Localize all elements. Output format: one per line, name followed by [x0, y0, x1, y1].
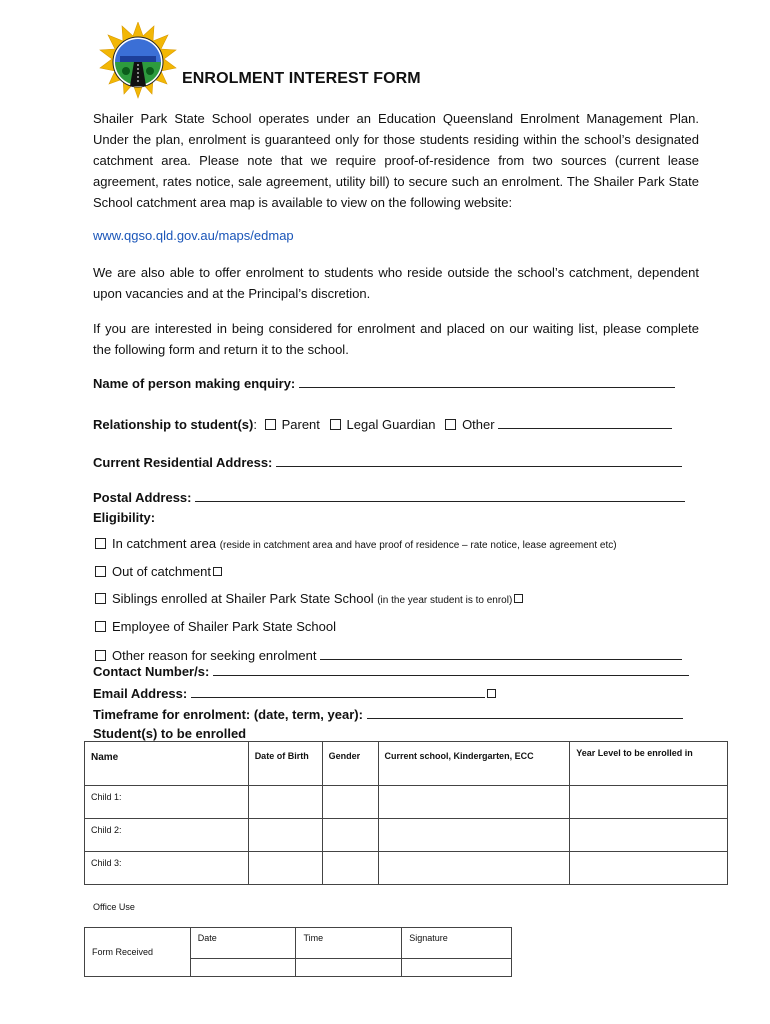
eligibility-siblings — [95, 591, 523, 606]
students-table-header — [85, 742, 728, 786]
in-catchment-note: (reside in catchment area and have proof of residence – rate notice, lease agreement etc) — [219, 540, 617, 551]
child-3-label: Child 3: — [85, 852, 249, 885]
postal-address-row — [93, 489, 685, 505]
timeframe-row — [93, 706, 683, 722]
legal-guardian-checkbox[interactable] — [330, 419, 341, 430]
timeframe-label: Timeframe for enrolment: (date, term, year): — [93, 707, 363, 722]
other-relationship-field[interactable] — [498, 416, 672, 429]
intro-text-2: We are also able to offer enrolment to students who reside outside the school’s catchment, dependent upon vacancies and at the Principal’s discretion. — [93, 265, 699, 301]
siblings-checkbox[interactable] — [95, 593, 106, 604]
students-table — [84, 741, 728, 885]
students-label: Student(s) to be enrolled — [93, 726, 247, 741]
email-box-icon — [487, 689, 496, 698]
residential-address-row — [93, 454, 682, 470]
child-1-dob-cell[interactable] — [248, 786, 322, 819]
intro-paragraph-2 — [93, 262, 699, 304]
employee-checkbox[interactable] — [95, 621, 106, 632]
siblings-box-icon — [514, 594, 523, 603]
timeframe-field[interactable] — [367, 706, 683, 719]
child-3-gender-cell[interactable] — [322, 852, 378, 885]
out-of-catchment-box-icon — [213, 567, 222, 576]
office-header-row — [85, 928, 512, 959]
contact-number-row — [93, 663, 689, 679]
siblings-note: (in the year student is to enrol) — [377, 595, 513, 606]
child-1-label: Child 1: — [85, 786, 249, 819]
child-3-year-cell[interactable] — [570, 852, 728, 885]
parent-option-label: Parent — [281, 417, 320, 432]
eligibility-out-of-catchment — [95, 564, 222, 579]
eligibility-in-catchment — [95, 536, 617, 551]
header-dob: Date of Birth — [248, 742, 322, 786]
office-use-label: Office Use — [93, 902, 135, 912]
postal-address-label: Postal Address: — [93, 490, 192, 505]
child-2-school-cell[interactable] — [378, 819, 570, 852]
table-row — [85, 786, 728, 819]
in-catchment-label: In catchment area — [112, 536, 217, 551]
residential-address-field[interactable] — [276, 454, 682, 467]
contact-number-label: Contact Number/s: — [93, 664, 210, 679]
child-3-school-cell[interactable] — [378, 852, 570, 885]
school-logo — [98, 22, 178, 102]
relationship-label: Relationship to student(s) — [93, 417, 254, 432]
table-row — [85, 819, 728, 852]
out-of-catchment-label: Out of catchment — [112, 564, 211, 579]
office-signature-header: Signature — [402, 928, 512, 959]
eligibility-other-reason — [95, 647, 682, 663]
contact-number-field[interactable] — [213, 663, 689, 676]
email-row — [93, 685, 496, 701]
header-current-school: Current school, Kindergarten, ECC — [378, 742, 570, 786]
office-signature-cell[interactable] — [402, 959, 512, 977]
other-reason-label: Other reason for seeking enrolment — [112, 648, 317, 663]
enquirer-name-label: Name of person making enquiry: — [93, 376, 296, 391]
other-option-label: Other — [462, 417, 495, 432]
office-time-header: Time — [296, 928, 402, 959]
form-title: ENROLMENT INTEREST FORM — [182, 70, 421, 87]
email-field[interactable] — [191, 685, 485, 698]
email-label: Email Address: — [93, 686, 188, 701]
office-use-table — [84, 927, 512, 977]
child-2-label: Child 2: — [85, 819, 249, 852]
office-date-cell[interactable] — [190, 959, 296, 977]
other-reason-field[interactable] — [320, 647, 682, 660]
other-checkbox[interactable] — [445, 419, 456, 430]
other-reason-checkbox[interactable] — [95, 650, 106, 661]
postal-address-field[interactable] — [195, 489, 685, 502]
in-catchment-checkbox[interactable] — [95, 538, 106, 549]
legal-guardian-option-label: Legal Guardian — [346, 417, 436, 432]
child-1-school-cell[interactable] — [378, 786, 570, 819]
child-2-dob-cell[interactable] — [248, 819, 322, 852]
child-2-year-cell[interactable] — [570, 819, 728, 852]
siblings-label: Siblings enrolled at Shailer Park State School — [112, 591, 374, 606]
form-received-label: Form Received — [85, 928, 191, 977]
header-name: Name — [85, 742, 249, 786]
parent-checkbox[interactable] — [265, 419, 276, 430]
relationship-colon: : — [253, 417, 257, 432]
eligibility-employee — [95, 619, 336, 634]
out-of-catchment-checkbox[interactable] — [95, 566, 106, 577]
child-2-gender-cell[interactable] — [322, 819, 378, 852]
enquirer-name-field[interactable] — [299, 375, 675, 388]
child-1-year-cell[interactable] — [570, 786, 728, 819]
office-time-cell[interactable] — [296, 959, 402, 977]
enquirer-name-row — [93, 375, 675, 391]
intro-paragraph-1 — [93, 108, 699, 213]
catchment-map-link[interactable]: www.qgso.qld.gov.au/maps/edmap — [93, 228, 294, 243]
eligibility-label: Eligibility: — [93, 510, 156, 525]
relationship-row — [93, 416, 672, 432]
residential-address-label: Current Residential Address: — [93, 455, 273, 470]
child-3-dob-cell[interactable] — [248, 852, 322, 885]
office-date-header: Date — [190, 928, 296, 959]
intro-paragraph-3 — [93, 318, 699, 360]
intro-text-3: If you are interested in being considered for enrolment and placed on our waiting list, please complete the following form and return it to the school. — [93, 321, 699, 357]
header-year-level: Year Level to be enrolled in — [570, 742, 728, 786]
child-1-gender-cell[interactable] — [322, 786, 378, 819]
employee-label: Employee of Shailer Park State School — [112, 619, 337, 634]
intro-text-1: Shailer Park State School operates under an Education Queensland Enrolment Management Plan. Under the plan, enrolment is guaranteed only for those students residing within the school’s designated catchment area. Please note that we require proof-of-residence from two sources (current lease agreement, rates notice, sale agreement, utility bill) to secure such an enrolment. The Shailer Park State School catchment area map is available to view on the following website: — [93, 111, 699, 210]
table-row — [85, 852, 728, 885]
header-gender: Gender — [322, 742, 378, 786]
